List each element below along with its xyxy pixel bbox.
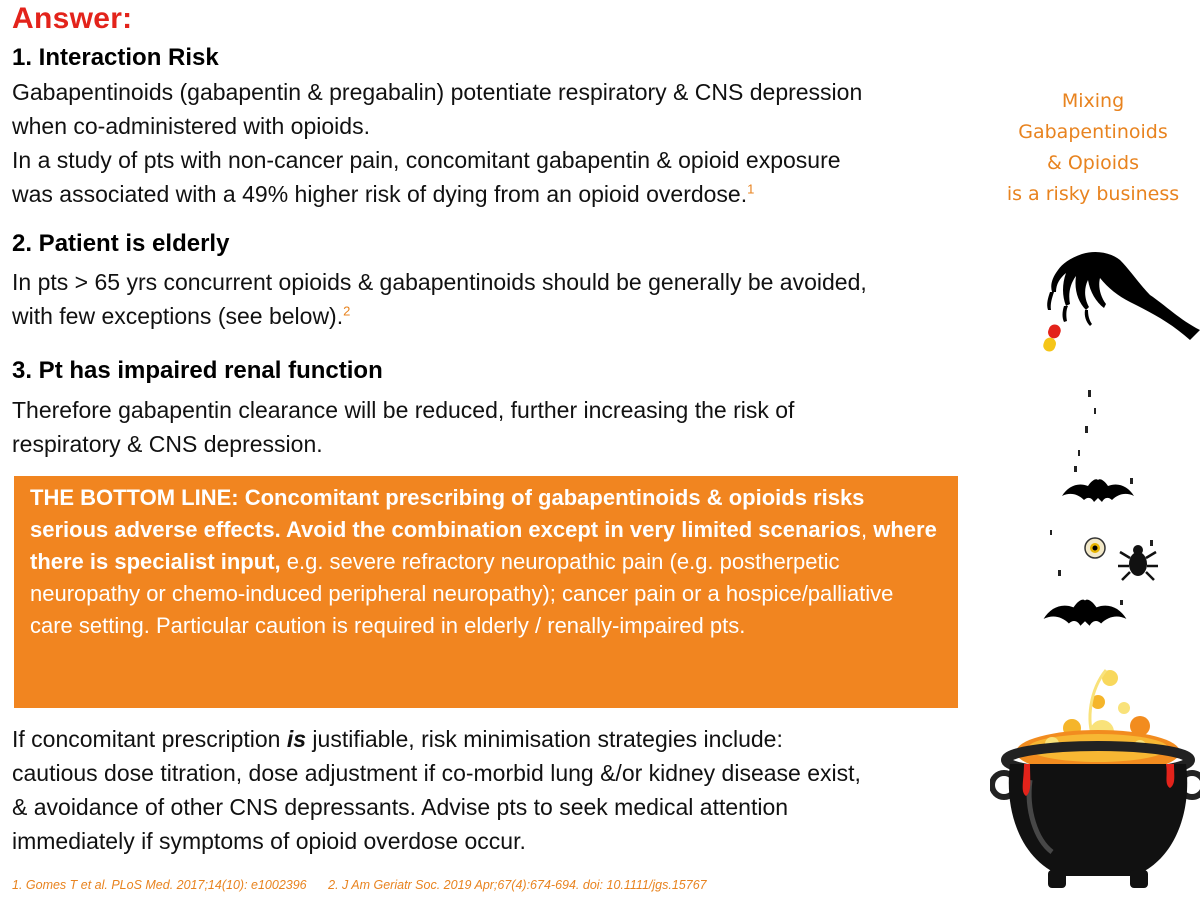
closing-paragraph	[12, 722, 987, 858]
closing-line2: cautious dose titration, dose adjustment if co-morbid lung &/or kidney disease exist,	[12, 760, 861, 786]
sidebar-line2: Gabapentinoids	[1018, 121, 1168, 143]
section2-line2	[12, 299, 982, 333]
bottom-line-normal: e.g. severe refractory neuropathic pain (e.g. postherpetic neuropathy or chemo-induced peripheral neuropathy); cancer pain or a hospice/palliative care setting. Particular caution is required in elderly / renally-impaired pts.	[30, 549, 894, 638]
section3-heading: 3. Pt has impaired renal function	[12, 357, 383, 384]
section1-line3: In a study of pts with non-cancer pain, concomitant gabapentin & opioid exposure	[12, 147, 841, 173]
section1-line1: Gabapentinoids (gabapentin & pregabalin) potentiate respiratory & CNS depression	[12, 79, 863, 105]
section3-body	[12, 393, 982, 461]
witch-hand-icon	[1047, 252, 1200, 340]
sidebar-line1: Mixing	[1061, 90, 1125, 112]
answer-title: Answer:	[12, 2, 133, 35]
bottom-line-bold-2: where there is specialist input,	[30, 517, 937, 574]
sidebar-line4: is a risky business	[1006, 183, 1180, 205]
footnotes	[12, 878, 725, 892]
section1-body	[12, 75, 982, 211]
beetle-icon	[1118, 545, 1158, 580]
eyeball-icon	[1085, 538, 1105, 558]
capsule-icon	[1042, 323, 1063, 353]
footnote-1: 1. Gomes T et al. PLoS Med. 2017;14(10): e1002396	[12, 878, 307, 892]
closing-line1	[12, 722, 987, 756]
section1-line4-text: was associated with a 49% higher risk of dying from an opioid overdose.	[12, 181, 748, 207]
closing-line4: immediately if symptoms of opioid overdose occur.	[12, 828, 526, 854]
section1-heading: 1. Interaction Risk	[12, 44, 219, 71]
footnote-2: 2. J Am Geriatr Soc. 2019 Apr;67(4):674-694. doi: 10.1111/jgs.15767	[328, 878, 707, 892]
section2-heading: 2. Patient is elderly	[12, 230, 230, 257]
reference-marker-2: 2	[343, 303, 351, 319]
closing-emphasis: is	[286, 726, 307, 752]
section3-line2: respiratory & CNS depression.	[12, 431, 323, 457]
closing-line3: & avoidance of other CNS depressants. Advise pts to seek medical attention	[12, 794, 789, 820]
bottom-line-bold-1: THE BOTTOM LINE: Concomitant prescribing of gabapentinoids & opioids risks serious adverse effects. Avoid the combination except in very limited scenarios	[30, 485, 865, 542]
section1-line2: when co-administered with opioids.	[12, 113, 370, 139]
section2-line2-text: with few exceptions (see below).	[12, 303, 344, 329]
closing-pre: If concomitant prescription	[12, 726, 287, 752]
reference-marker-1: 1	[747, 181, 755, 197]
sidebar-caption	[988, 86, 1198, 210]
bottom-line-box	[14, 476, 958, 708]
bottom-line-comma: ,	[861, 517, 874, 542]
section2-body	[12, 265, 982, 333]
closing-post: justifiable, risk minimisation strategies include:	[306, 726, 783, 752]
section3-line1: Therefore gabapentin clearance will be reduced, further increasing the risk of	[12, 397, 795, 423]
section1-line4	[12, 177, 982, 211]
halloween-illustration	[990, 240, 1200, 900]
bat-icon	[1044, 600, 1127, 626]
bat-icon	[1062, 479, 1134, 502]
section2-line1: In pts > 65 yrs concurrent opioids & gabapentinoids should be generally be avoided,	[12, 269, 867, 295]
sidebar-line3: & Opioids	[1046, 152, 1139, 174]
cauldron-icon	[992, 670, 1200, 888]
